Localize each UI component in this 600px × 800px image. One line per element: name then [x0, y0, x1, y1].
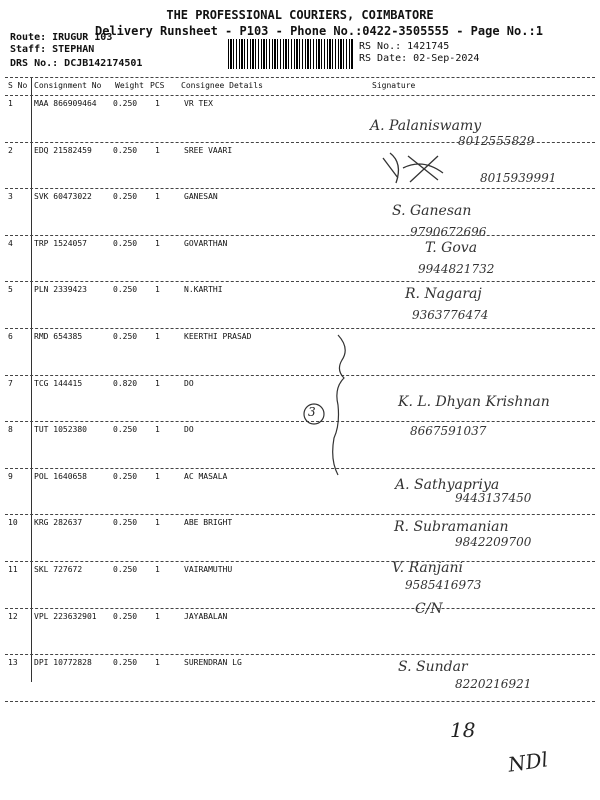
column-header-pcs: PCS — [150, 81, 165, 90]
row-pcs: 1 — [155, 99, 160, 108]
signature-scribble — [378, 148, 448, 188]
row-separator — [5, 142, 595, 143]
row-consignment-no: KRG 282637 — [34, 518, 83, 528]
row-pcs: 1 — [155, 192, 160, 202]
row-sno: 10 — [8, 518, 18, 528]
row-pcs: 1 — [155, 425, 160, 435]
row-weight: 0.250 — [113, 192, 138, 202]
row-signature-phone: 9944821732 — [418, 261, 495, 276]
row-consignee: JAYABALAN — [184, 611, 228, 621]
row-signature-phone: 9363776474 — [412, 308, 489, 323]
row-signature-phone: 8012555829 — [458, 134, 535, 148]
row-signature-phone: 9443137450 — [455, 490, 532, 505]
column-header-weight: Weight — [115, 81, 144, 90]
row-separator — [5, 328, 595, 329]
row-signature-phone: 8667591037 — [410, 424, 487, 439]
row-consignee: SREE VAARI — [184, 145, 233, 155]
row-signature-name: S. Sundar — [398, 659, 468, 676]
row-sno: 2 — [8, 145, 13, 155]
row-sno: 9 — [8, 471, 13, 481]
row-consignment-no: TCG 144415 — [34, 378, 83, 388]
row-weight: 0.250 — [113, 99, 138, 108]
column-header-consignee: Consignee Details — [181, 81, 263, 90]
row-consignment-no: DPI 10772828 — [34, 658, 92, 668]
row-consignment-no: TUT 1052380 — [34, 425, 87, 435]
rs-number: RS No.: 1421745 — [359, 41, 450, 52]
row-consignee: VR TEX — [184, 99, 213, 108]
row-signature-phone: 9585416973 — [405, 578, 482, 592]
row-consignment-no: MAA 866909464 — [34, 99, 97, 108]
row-consignee: N.KARTHI — [184, 285, 223, 295]
row-weight: 0.820 — [113, 378, 138, 388]
column-header-signature: Signature — [372, 81, 416, 90]
row-signature-name: V. Ranjani — [392, 560, 463, 576]
row-consignee: ABE BRIGHT — [184, 518, 233, 528]
row-pcs: 1 — [155, 285, 160, 295]
row-consignment-no: POL 1640658 — [34, 471, 87, 481]
row-weight: 0.250 — [113, 238, 138, 248]
row-consignee: VAIRAMUTHU — [184, 565, 233, 574]
row-pcs: 1 — [155, 332, 160, 341]
row-consignee: SURENDRAN LG — [184, 658, 242, 668]
row-consignee: AC MASALA — [184, 471, 228, 481]
barcode-image — [228, 39, 353, 69]
row-consignment-no: PLN 2339423 — [34, 285, 87, 295]
row-sno: 4 — [8, 238, 13, 248]
row-weight: 0.250 — [113, 285, 138, 295]
row-sno: 1 — [8, 99, 13, 108]
row-weight: 0.250 — [113, 425, 138, 435]
row-signature-name: C/N — [415, 600, 443, 617]
table-top-rule — [5, 77, 595, 78]
header-rule — [5, 95, 595, 96]
row-pcs: 1 — [155, 378, 160, 388]
row-signature-phone: 8220216921 — [455, 677, 532, 692]
column-header-consignment: Consignment No — [34, 81, 102, 90]
row-separator — [5, 514, 595, 515]
row-consignee: GANESAN — [184, 192, 218, 202]
row-weight: 0.250 — [113, 658, 138, 668]
row-pcs: 1 — [155, 658, 160, 668]
row-consignment-no: TRP 1524057 — [34, 238, 87, 248]
row-separator — [5, 654, 595, 655]
row-signature-name: A. Palaniswamy — [370, 118, 482, 134]
row-weight: 0.250 — [113, 471, 138, 481]
row-sno: 7 — [8, 378, 13, 388]
row-consignee: KEERTHI PRASAD — [184, 332, 252, 341]
row-separator — [5, 281, 595, 282]
row-consignment-no: RMD 654385 — [34, 332, 83, 341]
row-weight: 0.250 — [113, 565, 138, 574]
row-signature-phone: 9790672696 — [410, 225, 487, 240]
column-header-sno: S No — [8, 81, 28, 90]
document-title: THE PROFESSIONAL COURIERS, COIMBATORE — [166, 8, 434, 22]
row-consignment-no: SVK 60473022 — [34, 192, 92, 202]
row-signature-name: R. Subramanian — [394, 519, 509, 536]
row-separator — [5, 188, 595, 189]
row-consignment-no: EDQ 21582459 — [34, 145, 92, 155]
row-signature-name: K. L. Dhyan Krishnan — [398, 393, 550, 410]
row-signature-phone: 8015939991 — [480, 170, 557, 185]
row-pcs: 1 — [155, 145, 160, 155]
row-separator — [5, 561, 595, 562]
circled-count: 3 — [308, 405, 316, 419]
row-consignee: DO — [184, 378, 194, 388]
row-sno: 3 — [8, 192, 13, 202]
staff-label: Staff: STEPHAN — [10, 44, 95, 55]
route-label: Route: IRUGUR 103 — [10, 32, 113, 43]
row-separator — [5, 235, 595, 236]
ndl-annotation: NDl — [506, 747, 550, 777]
row-weight: 0.250 — [113, 332, 138, 341]
row-separator — [5, 701, 595, 702]
row-signature-name: S. Ganesan — [392, 203, 472, 220]
row-signature-name: R. Nagaraj — [405, 286, 482, 303]
rs-date: RS Date: 02-Sep-2024 — [359, 53, 480, 64]
row-signature-name: A. Sathyapriya — [395, 476, 500, 493]
row-consignment-no: SKL 727672 — [34, 565, 83, 574]
row-pcs: 1 — [155, 565, 160, 574]
row-pcs: 1 — [155, 471, 160, 481]
sno-column-divider — [31, 78, 32, 682]
row-sno: 6 — [8, 332, 13, 341]
row-consignment-no: VPL 223632901 — [34, 611, 97, 621]
row-pcs: 1 — [155, 518, 160, 528]
row-sno: 12 — [8, 611, 18, 621]
row-weight: 0.250 — [113, 145, 138, 155]
document-subtitle: Delivery Runsheet - P103 - Phone No.:0422-3505555 - Page No.:1 — [95, 24, 543, 38]
row-weight: 0.250 — [113, 518, 138, 528]
row-pcs: 1 — [155, 238, 160, 248]
row-consignee: DO — [184, 425, 194, 435]
row-signature-name: T. Gova — [425, 239, 478, 256]
total-annotation: 18 — [450, 718, 476, 742]
row-sno: 8 — [8, 425, 13, 435]
row-consignee: GOVARTHAN — [184, 238, 228, 248]
row-sno: 11 — [8, 565, 18, 574]
row-sno: 5 — [8, 285, 13, 295]
row-separator — [5, 608, 595, 609]
row-weight: 0.250 — [113, 611, 138, 621]
row-sno: 13 — [8, 658, 18, 668]
row-signature-phone: 9842209700 — [455, 535, 532, 550]
drs-number: DRS No.: DCJB142174501 — [10, 58, 143, 69]
row-pcs: 1 — [155, 611, 160, 621]
